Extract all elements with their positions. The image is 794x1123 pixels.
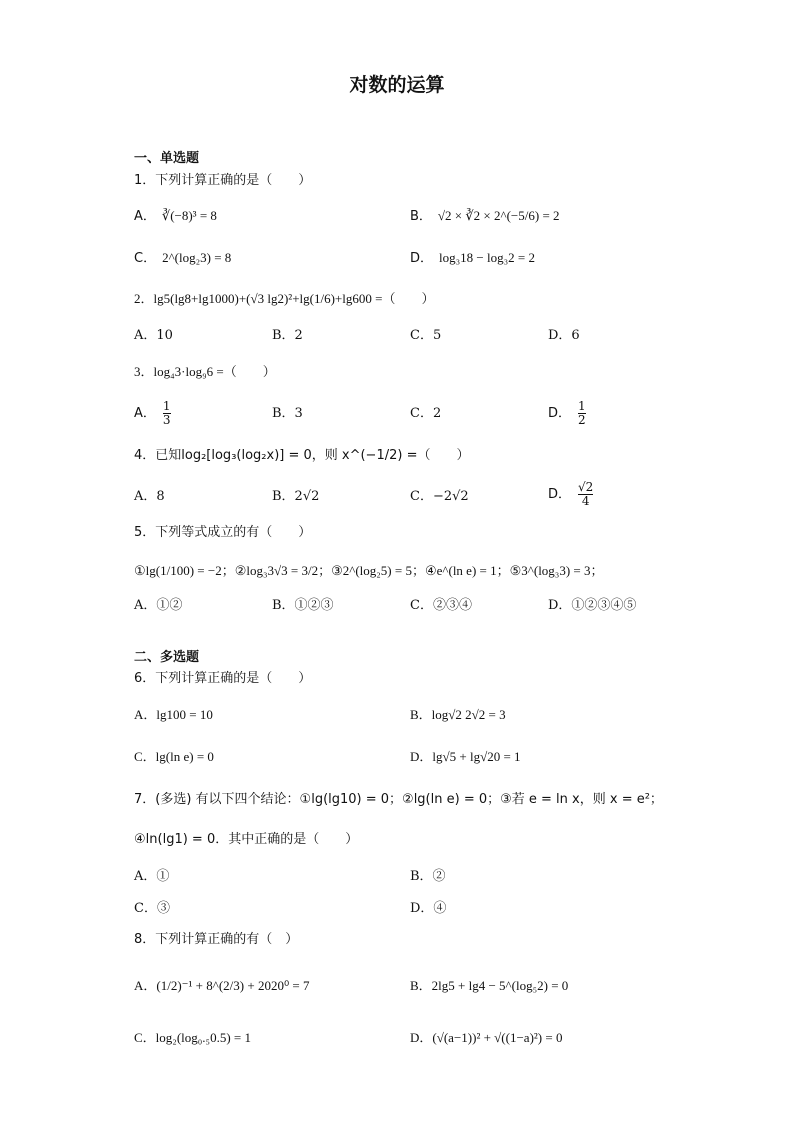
option-key: D．: [548, 487, 572, 502]
question-4-option-a[interactable]: A．8: [134, 489, 165, 504]
fraction-numerator: 1: [162, 399, 171, 413]
option-key: C．: [134, 251, 157, 266]
question-8-option-b[interactable]: B．2lg5 + lg4 − 5^(log₅2) = 0: [410, 978, 569, 993]
question-2-option-d[interactable]: D．6: [548, 328, 580, 343]
question-8-option-c[interactable]: C．log₂(log₀.₅0.5) = 1: [134, 1030, 251, 1045]
question-7-stem-line-2: ④ln(lg1) = 0．其中正确的是（ ）: [134, 832, 359, 847]
question-1-option-b[interactable]: [410, 206, 560, 227]
question-3-option-a[interactable]: [134, 400, 172, 427]
option-c-expr: 2^(log₂3) = 8: [162, 250, 232, 265]
question-5-stem: 5．下列等式成立的有（ ）: [134, 525, 312, 540]
section-single-choice: 一、单选题: [134, 151, 200, 166]
question-7-option-c[interactable]: C．③: [134, 901, 170, 916]
question-5-option-d[interactable]: D．①②③④⑤: [548, 598, 637, 613]
section-multi-choice: 二、多选题: [134, 650, 200, 665]
fraction-numerator: 1: [578, 399, 586, 413]
question-7-stem-line-1: 7．(多选) 有以下四个结论：①lg(lg10) = 0；②lg(ln e) = 0；③若 e = ln x，则 x = e²；: [134, 792, 663, 807]
question-6-option-c[interactable]: C．lg(ln e) = 0: [134, 749, 214, 764]
question-7-option-b[interactable]: B．②: [410, 869, 446, 884]
fraction-denominator: 4: [578, 494, 593, 508]
option-key: B．: [410, 209, 432, 224]
question-1-stem: 1．下列计算正确的是（ ）: [134, 173, 312, 188]
option-key: D．: [548, 406, 572, 421]
question-3-option-c[interactable]: C．2: [410, 406, 442, 421]
question-1-option-a[interactable]: [134, 206, 217, 227]
option-key: A．: [134, 209, 156, 224]
question-6-stem: 6．下列计算正确的是（ ）: [134, 671, 312, 686]
question-4-option-d[interactable]: [548, 481, 594, 508]
fraction-numerator: √2: [578, 480, 594, 494]
question-8-stem: 8．下列计算正确的有（ ）: [134, 932, 299, 947]
question-2-option-a[interactable]: A．10: [134, 328, 173, 343]
question-2-option-b[interactable]: B．2: [272, 328, 303, 343]
question-5-option-a[interactable]: A．①②: [134, 598, 183, 613]
question-1-option-c[interactable]: [134, 248, 231, 269]
question-2-stem: 2．lg5(lg8+lg1000)+(√3 lg2)²+lg(1/6)+lg600 =（ ）: [134, 291, 435, 306]
question-6-option-d[interactable]: D．lg√5 + lg√20 = 1: [410, 749, 521, 764]
question-7-option-a[interactable]: A．①: [134, 869, 170, 884]
fraction: [578, 481, 593, 508]
option-a-expr: ∛(−8)³ = 8: [161, 208, 217, 223]
option-key: D．: [410, 251, 434, 266]
option-b-expr: √2 × ∛2 × 2^(−5/6) = 2: [437, 208, 560, 223]
question-5-statements: ①lg(1/100) = −2；②log₃3√3 = 3/2；③2^(log₂5) = 5；④e^(ln e) = 1；⑤3^(log₃3) = 3；: [134, 563, 604, 578]
question-2-option-c[interactable]: C．5: [410, 328, 442, 343]
option-d-expr: log₃18 − log₃2 = 2: [439, 250, 535, 265]
question-1-option-d[interactable]: [410, 248, 535, 269]
fraction: [163, 400, 171, 427]
question-4-option-b[interactable]: B．2√2: [272, 489, 320, 504]
question-5-option-b[interactable]: B．①②③: [272, 598, 334, 613]
question-8-option-d[interactable]: D．(√(a−1))² + √((1−a)²) = 0: [410, 1030, 563, 1045]
question-8-option-a[interactable]: A．(1/2)⁻¹ + 8^(2/3) + 2020⁰ = 7: [134, 978, 310, 993]
question-3-option-d[interactable]: [548, 400, 587, 427]
question-5-option-c[interactable]: C．②③④: [410, 598, 472, 613]
fraction: [578, 400, 586, 427]
fraction-denominator: 2: [578, 413, 586, 427]
question-4-stem: 4．已知log₂[log₃(log₂x)] = 0，则 x^(−1/2) =（ ）: [134, 448, 470, 463]
question-6-option-b[interactable]: B．log√2 2√2 = 3: [410, 707, 506, 722]
question-7-option-d[interactable]: D．④: [410, 901, 447, 916]
fraction-denominator: 3: [162, 413, 171, 427]
question-6-option-a[interactable]: A．lg100 = 10: [134, 707, 213, 722]
page-title: 对数的运算: [349, 74, 445, 96]
question-3-option-b[interactable]: B．3: [272, 406, 303, 421]
question-4-option-c[interactable]: C．−2√2: [410, 489, 469, 504]
question-3-stem: 3．log₄3·log₉6 =（ ）: [134, 364, 276, 379]
option-key: A．: [134, 406, 156, 421]
